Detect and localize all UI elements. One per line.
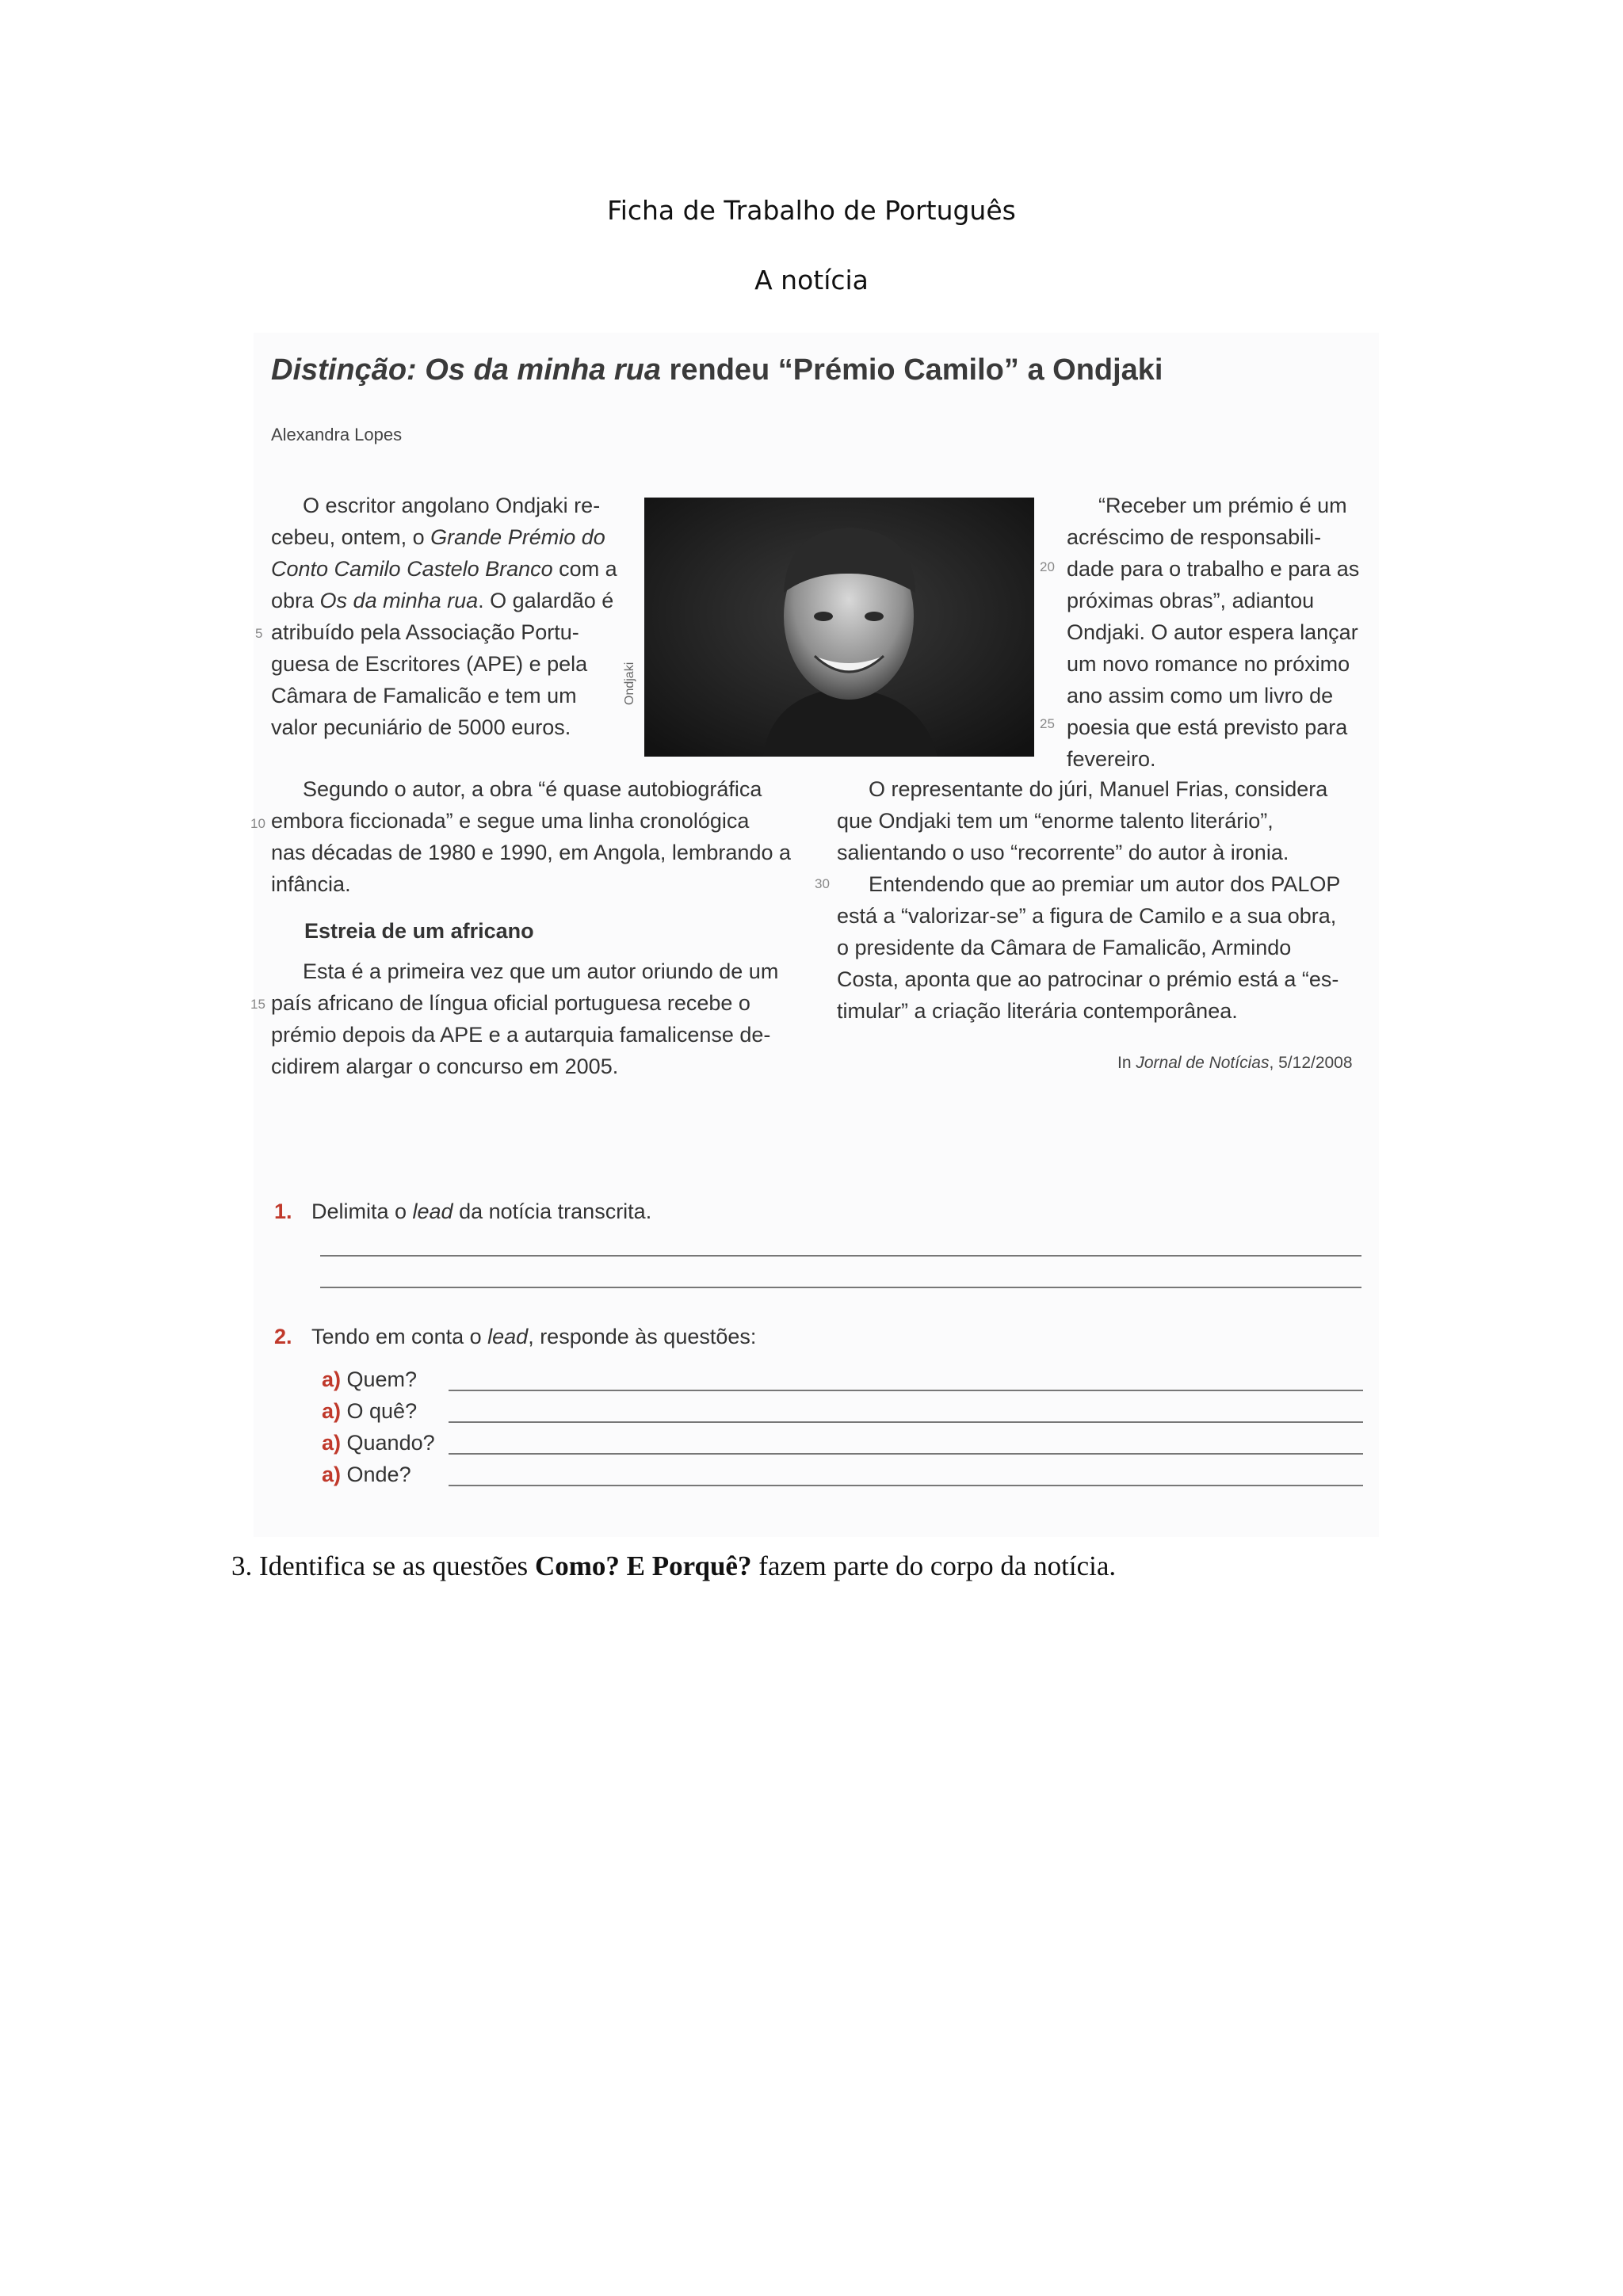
answer-line[interactable] <box>449 1485 1363 1486</box>
text-line: embora ficcionada” e segue uma linha cronológica <box>271 809 750 833</box>
author-portrait-image <box>644 498 1034 757</box>
text-line: acréscimo de responsabili- <box>1067 525 1322 549</box>
article-title <box>271 353 1163 387</box>
col1-paragraph-2 <box>271 773 797 900</box>
text-line: o presidente da Câmara de Famalicão, Armindo <box>837 936 1292 959</box>
answer-line[interactable] <box>320 1255 1361 1257</box>
worksheet-subtitle: A notícia <box>754 265 869 296</box>
col2-paragraph-3 <box>837 868 1360 1027</box>
text-line: timular” a criação literária contemporânea. <box>837 999 1238 1023</box>
text-line: nas décadas de 1980 e 1990, em Angola, lembrando a <box>271 841 791 864</box>
text-line: ano assim como um livro de <box>1067 684 1334 707</box>
col2-paragraph-1 <box>1067 490 1360 775</box>
answer-line[interactable] <box>449 1453 1363 1455</box>
text-line: dade para o trabalho e para as <box>1067 557 1360 581</box>
question-text: Delimita o lead da notícia transcrita. <box>311 1199 652 1223</box>
source-prefix: In <box>1117 1054 1136 1072</box>
text-line: que Ondjaki tem um “enorme talento literário”, <box>837 809 1274 833</box>
line-number: 5 <box>255 626 263 641</box>
line-number: 25 <box>1040 716 1055 731</box>
text-line: Entendendo que ao premiar um autor dos PALOP <box>869 872 1341 896</box>
text-line: salientando o uso “recorrente” do autor à ironia. <box>837 841 1289 864</box>
text-line: Esta é a primeira vez que um autor oriundo de um <box>303 959 779 983</box>
line-number: 15 <box>250 997 265 1012</box>
text-line: guesa de Escritores (APE) e pela <box>271 652 588 676</box>
text-line: próximas obras”, adiantou <box>1067 589 1315 612</box>
text-line: valor pecuniário de 5000 euros. <box>271 715 571 739</box>
source-newspaper: Jornal de Notícias <box>1136 1054 1270 1072</box>
text-line: O representante do júri, Manuel Frias, considera <box>869 777 1328 801</box>
text-line: infância. <box>271 872 351 896</box>
subquestion-onde: a) Onde? <box>322 1463 411 1486</box>
subquestion-o-que: a) O quê? <box>322 1399 418 1423</box>
source-date: , 5/12/2008 <box>1269 1054 1353 1072</box>
col2-paragraph-2 <box>837 773 1360 868</box>
text-line: atribuído pela Associação Portu- <box>271 620 579 644</box>
author-photo <box>644 498 1034 757</box>
article-title-rest: rendeu “Prémio Camilo” a Ondjaki <box>661 353 1163 387</box>
line-number: 30 <box>815 876 830 891</box>
answer-line[interactable] <box>449 1390 1363 1391</box>
subquestion-quando: a) Quando? <box>322 1431 435 1455</box>
line-number: 20 <box>1040 559 1055 574</box>
question-number: 2. <box>274 1325 292 1348</box>
line-number: 10 <box>250 816 265 831</box>
text-line: cebeu, ontem, o Grande Prémio do <box>271 525 605 549</box>
answer-line[interactable] <box>449 1421 1363 1423</box>
question-1 <box>274 1199 651 1224</box>
article-byline: Alexandra Lopes <box>271 425 403 444</box>
subquestion-quem: a) Quem? <box>322 1367 418 1391</box>
article-subhead: Estreia de um africano <box>304 919 534 943</box>
question-3-bold: Como? E Porquê? <box>534 1550 752 1581</box>
text-line: obra Os da minha rua. O galardão é <box>271 589 614 612</box>
col1-paragraph-3 <box>271 955 797 1082</box>
text-line: Costa, aponta que ao patrocinar o prémio está a “es- <box>837 967 1339 991</box>
question-3-suffix: fazem parte do corpo da notícia. <box>751 1550 1117 1581</box>
text-line: Conto Camilo Castelo Branco com a <box>271 557 617 581</box>
text-line: país africano de língua oficial portuguesa recebe o <box>271 991 750 1015</box>
text-line: prémio depois da APE e a autarquia famalicense de- <box>271 1023 771 1047</box>
article-title-italic: Distinção: Os da minha rua <box>271 353 661 387</box>
text-line: um novo romance no próximo <box>1067 652 1350 676</box>
question-3 <box>231 1550 1116 1582</box>
question-2 <box>274 1325 756 1349</box>
text-line: fevereiro. <box>1067 747 1156 771</box>
text-line: Ondjaki. O autor espera lançar <box>1067 620 1358 644</box>
question-3-prefix: 3. Identifica se as questões <box>231 1550 535 1581</box>
col1-paragraph-1 <box>271 490 620 743</box>
text-line: Segundo o autor, a obra “é quase autobiográfica <box>303 777 762 801</box>
question-number: 1. <box>274 1199 292 1223</box>
text-line: está a “valorizar-se” a figura de Camilo e a sua obra, <box>837 904 1337 928</box>
photo-credit: Ondjaki <box>623 662 636 705</box>
text-line: “Receber um prémio é um <box>1098 494 1347 517</box>
text-line: O escritor angolano Ondjaki re- <box>303 494 601 517</box>
text-line: Câmara de Famalicão e tem um <box>271 684 577 707</box>
question-text: Tendo em conta o lead, responde às questões: <box>311 1325 757 1348</box>
text-line: cidirem alargar o concurso em 2005. <box>271 1055 619 1078</box>
text-line: poesia que está previsto para <box>1067 715 1348 739</box>
article-source <box>1117 1054 1353 1073</box>
answer-line[interactable] <box>320 1287 1361 1288</box>
worksheet-title: Ficha de Trabalho de Português <box>607 195 1016 226</box>
